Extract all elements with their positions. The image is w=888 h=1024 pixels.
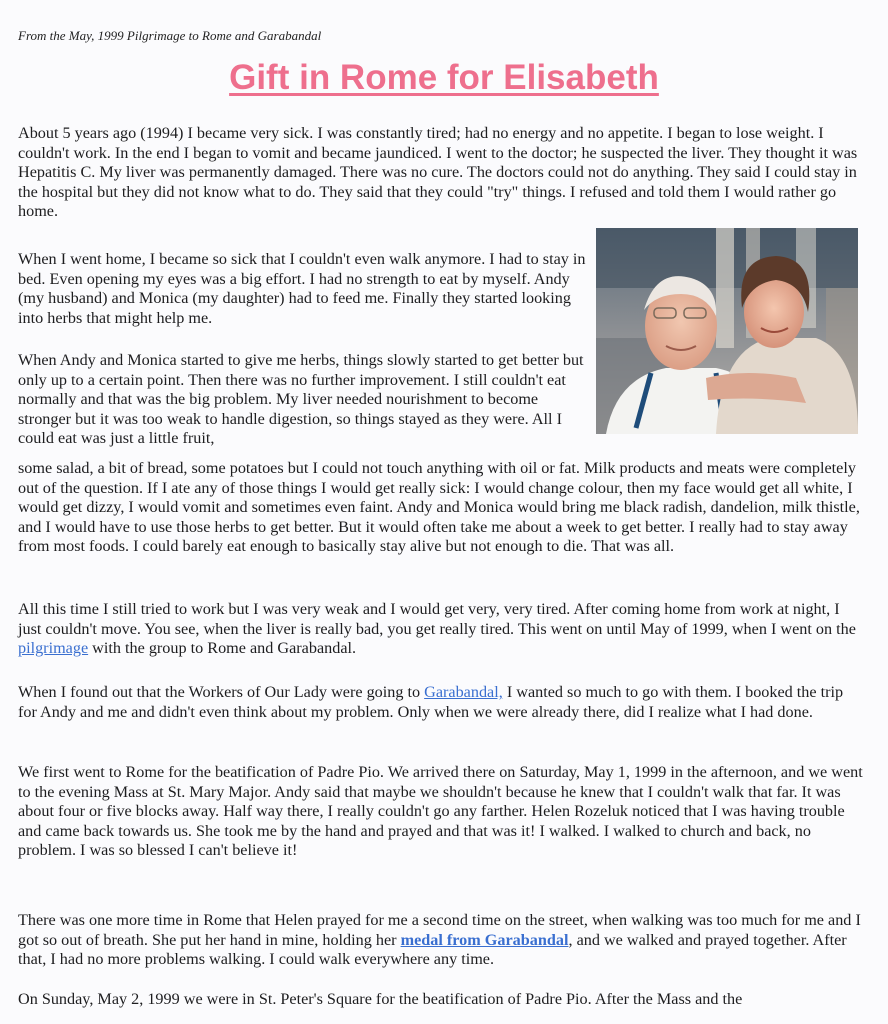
paragraph-5-text-b: I wanted so much to go with them. I booked the trip for Andy and me and didn't even think about my problem. Only when we were already there, did I realize what I had done.	[18, 683, 844, 721]
paragraph-1: About 5 years ago (1994) I became very sick. I was constantly tired; had no energy and no appetite. I began to lose weight. I couldn't work. In the end I began to vomit and became jaundiced. I went to the doctor; he suspected the liver. They thought it was Hepatitis C. My liver was permanently damaged. There was no cure. The doctors could not do anything. They said I could stay in the hospital but they did not know what to do. They said that they could "try" things. I refused and told them I would rather go home.	[18, 124, 858, 221]
photo-image	[596, 228, 858, 434]
paragraph-4	[18, 600, 866, 659]
medal-link[interactable]: medal from Garabandal	[400, 930, 569, 949]
paragraph-3-start: When Andy and Monica started to give me herbs, things slowly started to get better but only up to a certain point. Then there was no further improvement. I still couldn't eat normally and that was the big problem. My liver needed nourishment to become stronger but it was too weak to handle digestion, so things stayed as they were. All I could eat was just a little fruit,	[18, 351, 584, 448]
paragraph-4-text-a: All this time I still tried to work but I was very weak and I would get very, very tired. After coming home from work at night, I just couldn't move. You see, when the liver is really bad, you get really tired. This went on until May of 1999, when I went on the	[18, 600, 856, 638]
paragraph-7	[18, 911, 866, 970]
paragraph-3-continued: some salad, a bit of bread, some potatoes but I could not touch anything with oil or fat. Milk products and meats were completely out of the question. If I ate any of those things I would get really sick: I would change colour, then my face would get all white, I would get dizzy, I would vomit and sometimes even faint. Andy and Monica would bring me black radish, dandelion, milk thistle, and I would have to use those herbs to get better. But it would often take me about a week to get better. I really had to stay away from most foods. I could barely eat enough to basically stay alive but not enough to die. That was all.	[18, 459, 860, 556]
paragraph-4-text-b: with the group to Rome and Garabandal.	[88, 639, 357, 658]
paragraph-5	[18, 683, 866, 722]
paragraph-7-text-b: , and we walked and prayed together. After that, I had no more problems walking. I could walk everywhere any time.	[18, 930, 847, 969]
paragraph-7-text-a: There was one more time in Rome that Helen prayed for me a second time on the street, when walking was too much for me and I got so out of breath. She put her hand in mine, holding her	[18, 911, 861, 949]
paragraph-8: On Sunday, May 2, 1999 we were in St. Peter's Square for the beatification of Padre Pio. After the Mass and the	[18, 990, 743, 1008]
pilgrimage-link[interactable]: pilgrimage	[18, 639, 89, 658]
header-note: From the May, 1999 Pilgrimage to Rome and Garabandal	[18, 28, 322, 43]
paragraph-6: We first went to Rome for the beatification of Padre Pio. We arrived there on Saturday, May 1, 1999 in the afternoon, and we went to the evening Mass at St. Mary Major. Andy said that maybe we shouldn't because he knew that I couldn't walk that far. It was about four or five blocks away. Half way there, I really couldn't go any farther. Helen Rozeluk noticed that I was having trouble and came back towards us. She took me by the hand and prayed and that was it! I walked. I walked to church and back, no problem. I was so blessed I can't believe it!	[18, 763, 863, 860]
page-title: Gift in Rome for Elisabeth	[229, 58, 659, 97]
paragraph-2: When I went home, I became so sick that I couldn't even walk anymore. I had to stay in bed. Even opening my eyes was a big effort. I had no strength to eat by myself. Andy (my husband) and Monica (my daughter) had to feed me. Finally they started looking into herbs that might help me.	[18, 250, 586, 327]
paragraph-5-text-a: When I found out that the Workers of Our Lady were going to	[18, 683, 425, 701]
garabandal-link[interactable]: Garabandal,	[424, 683, 503, 701]
photo	[596, 228, 858, 434]
